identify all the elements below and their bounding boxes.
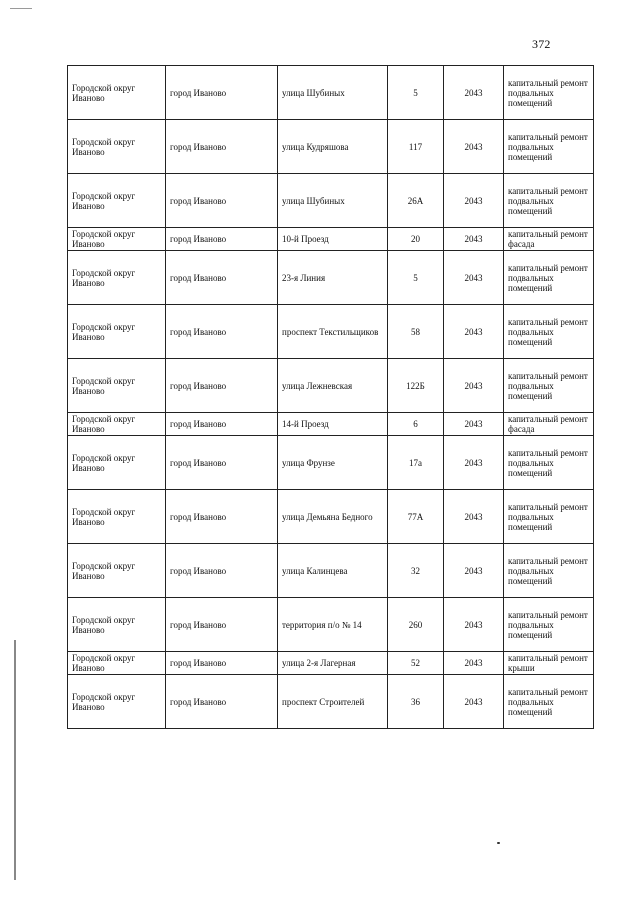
table-row xyxy=(68,251,594,305)
table-row xyxy=(68,544,594,598)
street-cell: улица 2-я Лагерная xyxy=(278,652,388,675)
city-cell: город Иваново xyxy=(166,174,278,228)
year-cell: 2043 xyxy=(444,675,504,729)
work-type-cell: капитальный ремонт подвальных помещений xyxy=(504,66,594,120)
capital-repair-table xyxy=(67,65,594,729)
scan-speck xyxy=(497,842,500,844)
street-cell: территория п/о № 14 xyxy=(278,598,388,652)
table-row xyxy=(68,359,594,413)
table-row xyxy=(68,228,594,251)
year-cell: 2043 xyxy=(444,359,504,413)
table-row xyxy=(68,675,594,729)
street-cell: улица Калинцева xyxy=(278,544,388,598)
year-cell: 2043 xyxy=(444,544,504,598)
district-cell: Городской округ Иваново xyxy=(68,413,166,436)
city-cell: город Иваново xyxy=(166,305,278,359)
year-cell: 2043 xyxy=(444,305,504,359)
street-cell: проспект Строителей xyxy=(278,675,388,729)
city-cell: город Иваново xyxy=(166,251,278,305)
district-cell: Городской округ Иваново xyxy=(68,359,166,413)
house-number-cell: 6 xyxy=(388,413,444,436)
street-cell: улица Шубиных xyxy=(278,66,388,120)
city-cell: город Иваново xyxy=(166,675,278,729)
work-type-cell: капитальный ремонт подвальных помещений xyxy=(504,251,594,305)
table-row xyxy=(68,66,594,120)
work-type-cell: капитальный ремонт подвальных помещений xyxy=(504,436,594,490)
scan-artifact-line xyxy=(10,8,32,9)
street-cell: проспект Текстильщиков xyxy=(278,305,388,359)
district-cell: Городской округ Иваново xyxy=(68,305,166,359)
year-cell: 2043 xyxy=(444,413,504,436)
street-cell: улица Демьяна Бедного xyxy=(278,490,388,544)
work-type-cell: капитальный ремонт подвальных помещений xyxy=(504,305,594,359)
house-number-cell: 260 xyxy=(388,598,444,652)
city-cell: город Иваново xyxy=(166,120,278,174)
street-cell: улица Фрунзе xyxy=(278,436,388,490)
table-body xyxy=(68,66,594,729)
house-number-cell: 5 xyxy=(388,66,444,120)
city-cell: город Иваново xyxy=(166,652,278,675)
work-type-cell: капитальный ремонт крыши xyxy=(504,652,594,675)
street-cell: 10-й Проезд xyxy=(278,228,388,251)
district-cell: Городской округ Иваново xyxy=(68,436,166,490)
work-type-cell: капитальный ремонт подвальных помещений xyxy=(504,120,594,174)
district-cell: Городской округ Иваново xyxy=(68,228,166,251)
district-cell: Городской округ Иваново xyxy=(68,174,166,228)
district-cell: Городской округ Иваново xyxy=(68,66,166,120)
year-cell: 2043 xyxy=(444,436,504,490)
city-cell: город Иваново xyxy=(166,359,278,413)
district-cell: Городской округ Иваново xyxy=(68,120,166,174)
city-cell: город Иваново xyxy=(166,66,278,120)
city-cell: город Иваново xyxy=(166,490,278,544)
street-cell: 14-й Проезд xyxy=(278,413,388,436)
work-type-cell: капитальный ремонт подвальных помещений xyxy=(504,359,594,413)
house-number-cell: 5 xyxy=(388,251,444,305)
city-cell: город Иваново xyxy=(166,436,278,490)
work-type-cell: капитальный ремонт подвальных помещений xyxy=(504,598,594,652)
year-cell: 2043 xyxy=(444,598,504,652)
district-cell: Городской округ Иваново xyxy=(68,675,166,729)
work-type-cell: капитальный ремонт подвальных помещений xyxy=(504,490,594,544)
year-cell: 2043 xyxy=(444,66,504,120)
house-number-cell: 58 xyxy=(388,305,444,359)
house-number-cell: 52 xyxy=(388,652,444,675)
district-cell: Городской округ Иваново xyxy=(68,652,166,675)
city-cell: город Иваново xyxy=(166,598,278,652)
city-cell: город Иваново xyxy=(166,228,278,251)
table-row xyxy=(68,413,594,436)
house-number-cell: 17а xyxy=(388,436,444,490)
year-cell: 2043 xyxy=(444,251,504,305)
year-cell: 2043 xyxy=(444,490,504,544)
district-cell: Городской округ Иваново xyxy=(68,490,166,544)
scan-edge-shadow xyxy=(14,640,16,880)
street-cell: улица Шубиных xyxy=(278,174,388,228)
work-type-cell: капитальный ремонт фасада xyxy=(504,413,594,436)
year-cell: 2043 xyxy=(444,228,504,251)
table-row xyxy=(68,436,594,490)
year-cell: 2043 xyxy=(444,652,504,675)
house-number-cell: 122Б xyxy=(388,359,444,413)
house-number-cell: 36 xyxy=(388,675,444,729)
house-number-cell: 20 xyxy=(388,228,444,251)
house-number-cell: 26А xyxy=(388,174,444,228)
house-number-cell: 77А xyxy=(388,490,444,544)
house-number-cell: 32 xyxy=(388,544,444,598)
work-type-cell: капитальный ремонт подвальных помещений xyxy=(504,174,594,228)
city-cell: город Иваново xyxy=(166,413,278,436)
table-row xyxy=(68,490,594,544)
district-cell: Городской округ Иваново xyxy=(68,598,166,652)
year-cell: 2043 xyxy=(444,120,504,174)
table-row xyxy=(68,174,594,228)
street-cell: улица Лежневская xyxy=(278,359,388,413)
page-number: 372 xyxy=(532,37,551,51)
district-cell: Городской округ Иваново xyxy=(68,251,166,305)
house-number-cell: 117 xyxy=(388,120,444,174)
table-row xyxy=(68,120,594,174)
district-cell: Городской округ Иваново xyxy=(68,544,166,598)
work-type-cell: капитальный ремонт фасада xyxy=(504,228,594,251)
city-cell: город Иваново xyxy=(166,544,278,598)
table-row xyxy=(68,305,594,359)
table-row xyxy=(68,652,594,675)
year-cell: 2043 xyxy=(444,174,504,228)
work-type-cell: капитальный ремонт подвальных помещений xyxy=(504,544,594,598)
street-cell: 23-я Линия xyxy=(278,251,388,305)
work-type-cell: капитальный ремонт подвальных помещений xyxy=(504,675,594,729)
street-cell: улица Кудряшова xyxy=(278,120,388,174)
table-row xyxy=(68,598,594,652)
